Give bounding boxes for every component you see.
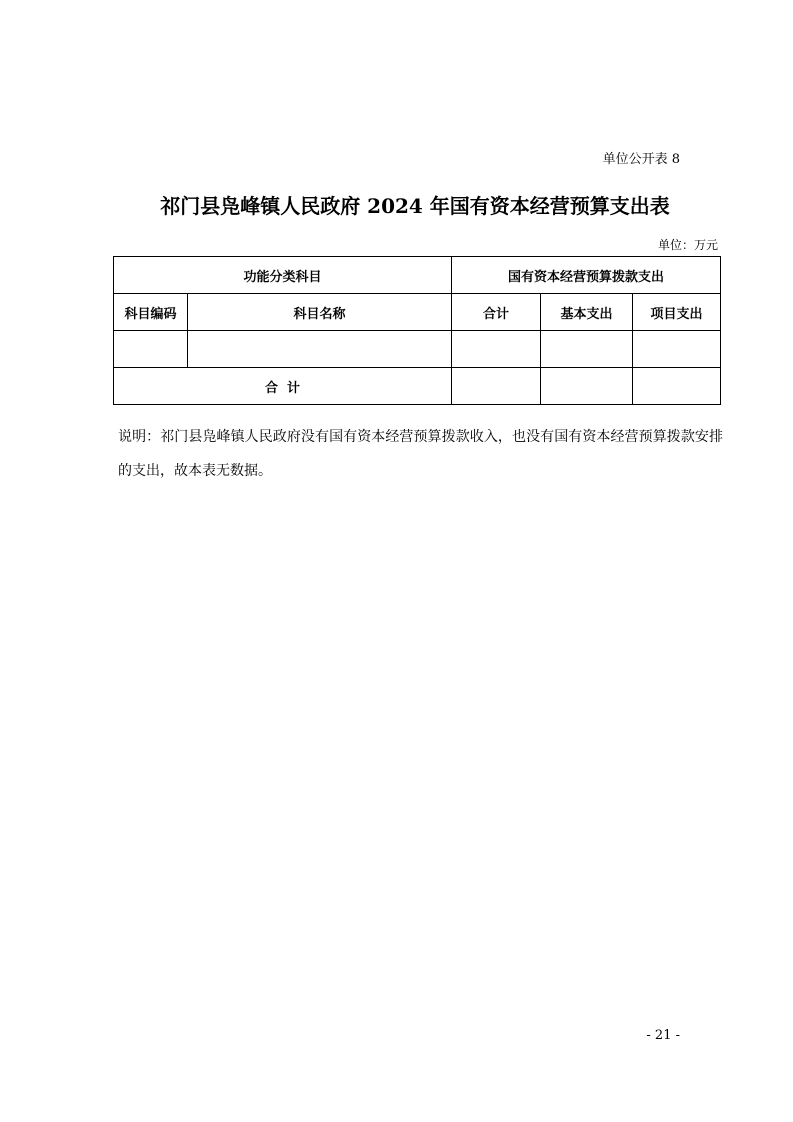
page-number: - 21 -	[646, 1028, 680, 1043]
header-functional-classification: 功能分类科目	[114, 257, 452, 294]
header-subject-code: 科目编码	[114, 294, 188, 331]
header-basic-expenditure: 基本支出	[541, 294, 633, 331]
table-header-group-row	[114, 257, 721, 294]
total-row-label: 合 计	[114, 368, 452, 405]
explanatory-note: 说明：祁门县凫峰镇人民政府没有国有资本经营预算拨款收入，也没有国有资本经营预算拨款安排的支出，故本表无数据。	[118, 429, 723, 479]
table-total-row	[114, 368, 721, 405]
header-total: 合计	[452, 294, 541, 331]
header-project-expenditure: 项目支出	[633, 294, 721, 331]
cell-project-expenditure	[633, 331, 721, 368]
cell-basic-expenditure	[541, 331, 633, 368]
unit-label: 单位：万元	[657, 238, 718, 252]
document-title: 祁门县凫峰镇人民政府 2024 年国有资本经营预算支出表	[160, 194, 670, 218]
table-number-label: 单位公开表 8	[602, 152, 680, 167]
total-row-project	[633, 368, 721, 405]
table-row	[114, 331, 721, 368]
header-state-capital-expenditure: 国有资本经营预算拨款支出	[452, 257, 721, 294]
total-row-basic	[541, 368, 633, 405]
cell-subject-code	[114, 331, 188, 368]
table-header-row	[114, 294, 721, 331]
cell-total	[452, 331, 541, 368]
header-subject-name: 科目名称	[188, 294, 452, 331]
total-row-total	[452, 368, 541, 405]
budget-table	[113, 256, 721, 405]
cell-subject-name	[188, 331, 452, 368]
